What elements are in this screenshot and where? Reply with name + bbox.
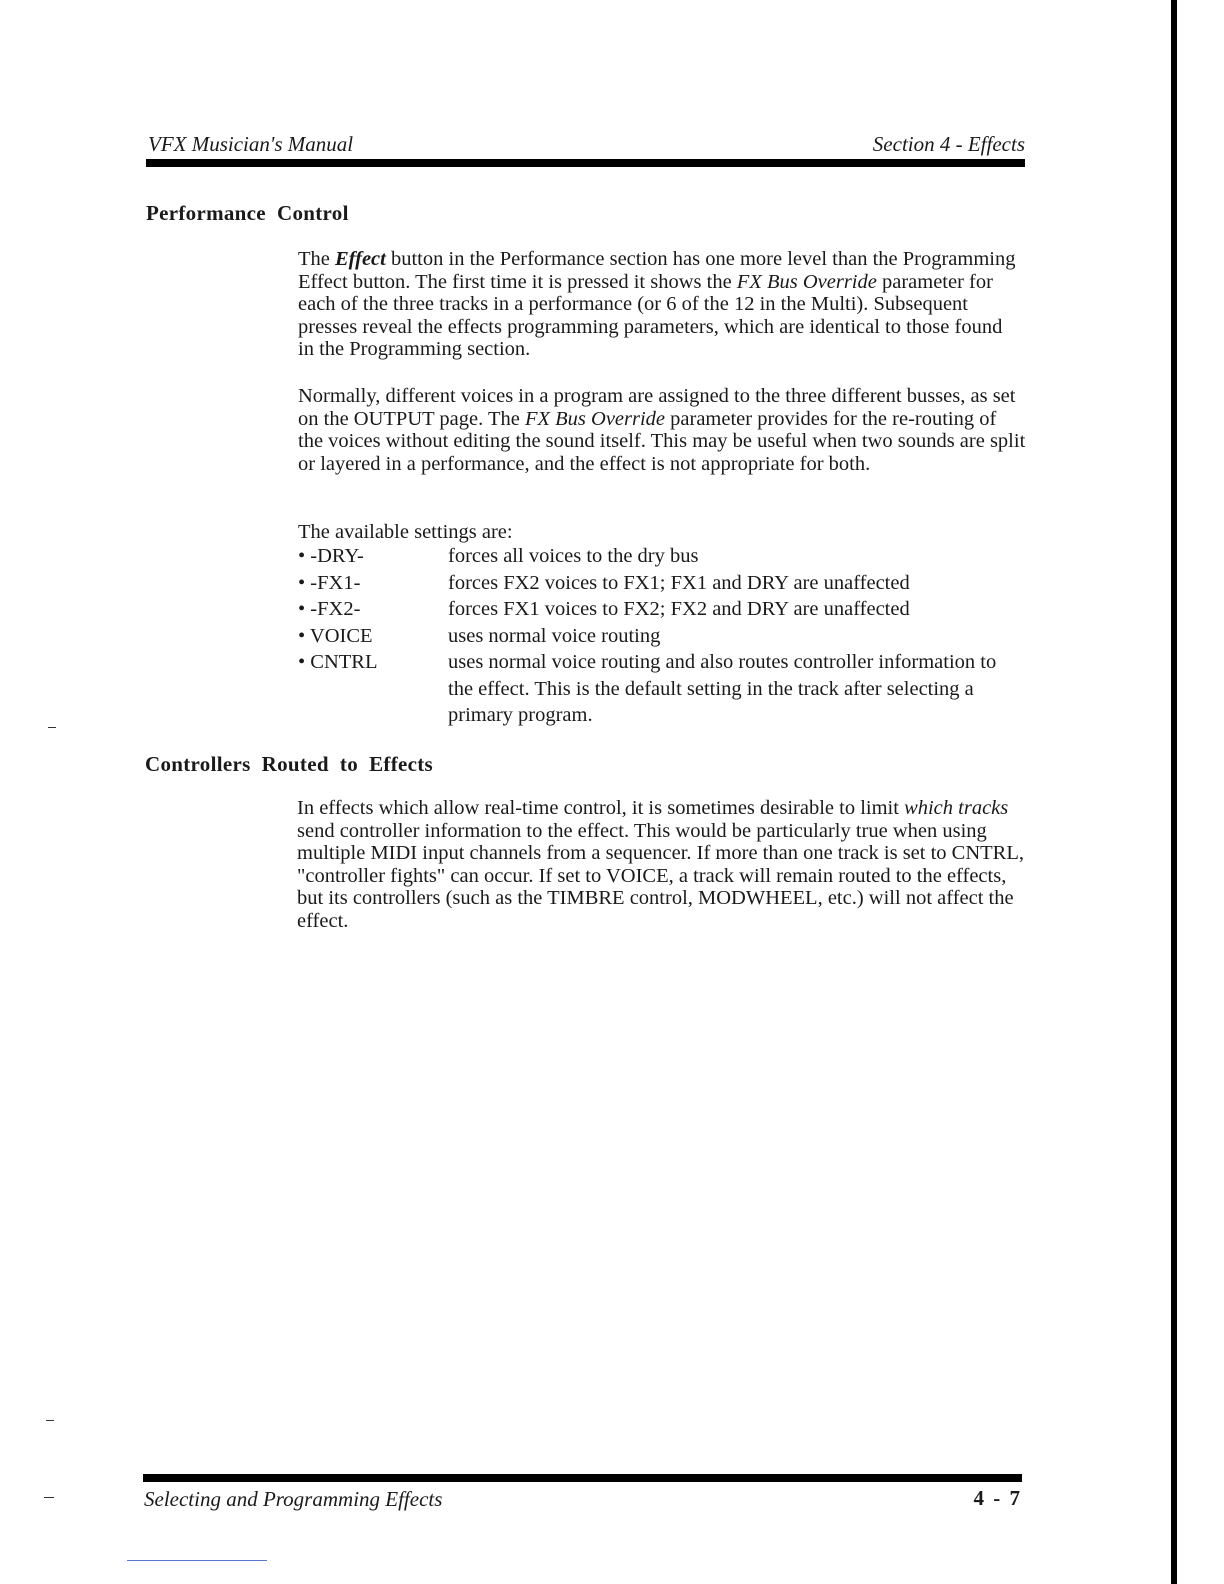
page-number: 4 - 7 — [973, 1486, 1022, 1510]
setting-term: • CNTRL — [298, 651, 378, 673]
list-item — [298, 543, 1026, 570]
margin-mark — [46, 1420, 54, 1421]
running-header-section: Section 4 - Effects — [872, 132, 1025, 156]
setting-description: uses normal voice routing and also routes controller information to the effect. This is the default setting in the track after selecting a primary program. — [448, 651, 997, 726]
emphasis-text: Effect — [335, 248, 386, 270]
right-edge-bar — [1171, 0, 1177, 1584]
performance-paragraph-1 — [298, 248, 1022, 361]
setting-description: forces FX2 voices to FX1; FX1 and DRY are unaffected — [448, 571, 910, 594]
section-heading-controllers-routed: Controllers Routed to Effects — [145, 752, 433, 776]
performance-paragraph-2 — [298, 385, 1026, 475]
controllers-paragraph — [297, 797, 1025, 933]
body-text: parameter for each of the three tracks in a performance (or 6 of the 12 in the Multi). Subsequent presses reveal the effects programming parameters, which are identical to those found in the Programming section. — [298, 270, 1003, 361]
setting-description: forces FX1 voices to FX2; FX2 and DRY are unaffected — [448, 598, 910, 620]
setting-description: forces all voices to the dry bus — [448, 545, 699, 567]
list-item — [298, 623, 1026, 650]
body-text: The — [298, 248, 335, 270]
setting-description: uses normal voice routing — [448, 624, 661, 647]
list-item — [298, 596, 1026, 623]
setting-term: • -FX2- — [298, 598, 361, 620]
setting-term: • VOICE — [298, 624, 373, 647]
rich-paragraph — [297, 797, 1025, 933]
margin-mark — [44, 1497, 54, 1498]
body-text: In effects which allow real-time control, it is sometimes desirable to limit — [297, 797, 905, 819]
setting-term: • -DRY- — [298, 545, 364, 567]
section-heading-performance-control: Performance Control — [146, 201, 349, 225]
header-rule — [146, 159, 1025, 167]
list-item — [298, 649, 1026, 729]
rich-paragraph — [298, 385, 1026, 475]
body-text: Normally, different voices in a program are assigned to the three different busses, as set on the OUTPUT page. The — [298, 385, 1016, 430]
setting-term: • -FX1- — [298, 571, 361, 594]
emphasis-text: FX Bus Override — [524, 407, 666, 430]
settings-list — [298, 543, 1026, 729]
bottom-link-line — [127, 1560, 267, 1561]
settings-intro: The available settings are: — [298, 521, 513, 543]
rich-paragraph — [298, 248, 1022, 361]
body-text: parameter provides for the re-routing of the voices without editing the sound itself. This may be useful when two sounds are split or layered in a performance, and the effect is not appropriate for both. — [298, 407, 1026, 475]
body-text: send controller information to the effect. This would be particularly true when using multiple MIDI input channels from a sequencer. If more than one track is set to CNTRL, "controller fights" can occur. If set to VOICE, a track will remain routed to the effects, but its controllers (such as the TIMBRE control, MODWHEEL, etc.) will not affect the effect. — [297, 819, 1024, 932]
list-item — [298, 570, 1026, 597]
emphasis-text: which tracks — [904, 797, 1009, 819]
body-text: button in the Performance section has one more level than the Programming Effect button. The first time it is pressed it shows the — [298, 248, 1016, 293]
running-header-title: VFX Musician's Manual — [148, 132, 354, 156]
running-footer-chapter: Selecting and Programming Effects — [144, 1487, 443, 1511]
emphasis-text: FX Bus Override — [736, 270, 877, 293]
footer-rule — [143, 1474, 1022, 1482]
margin-mark — [48, 727, 56, 728]
